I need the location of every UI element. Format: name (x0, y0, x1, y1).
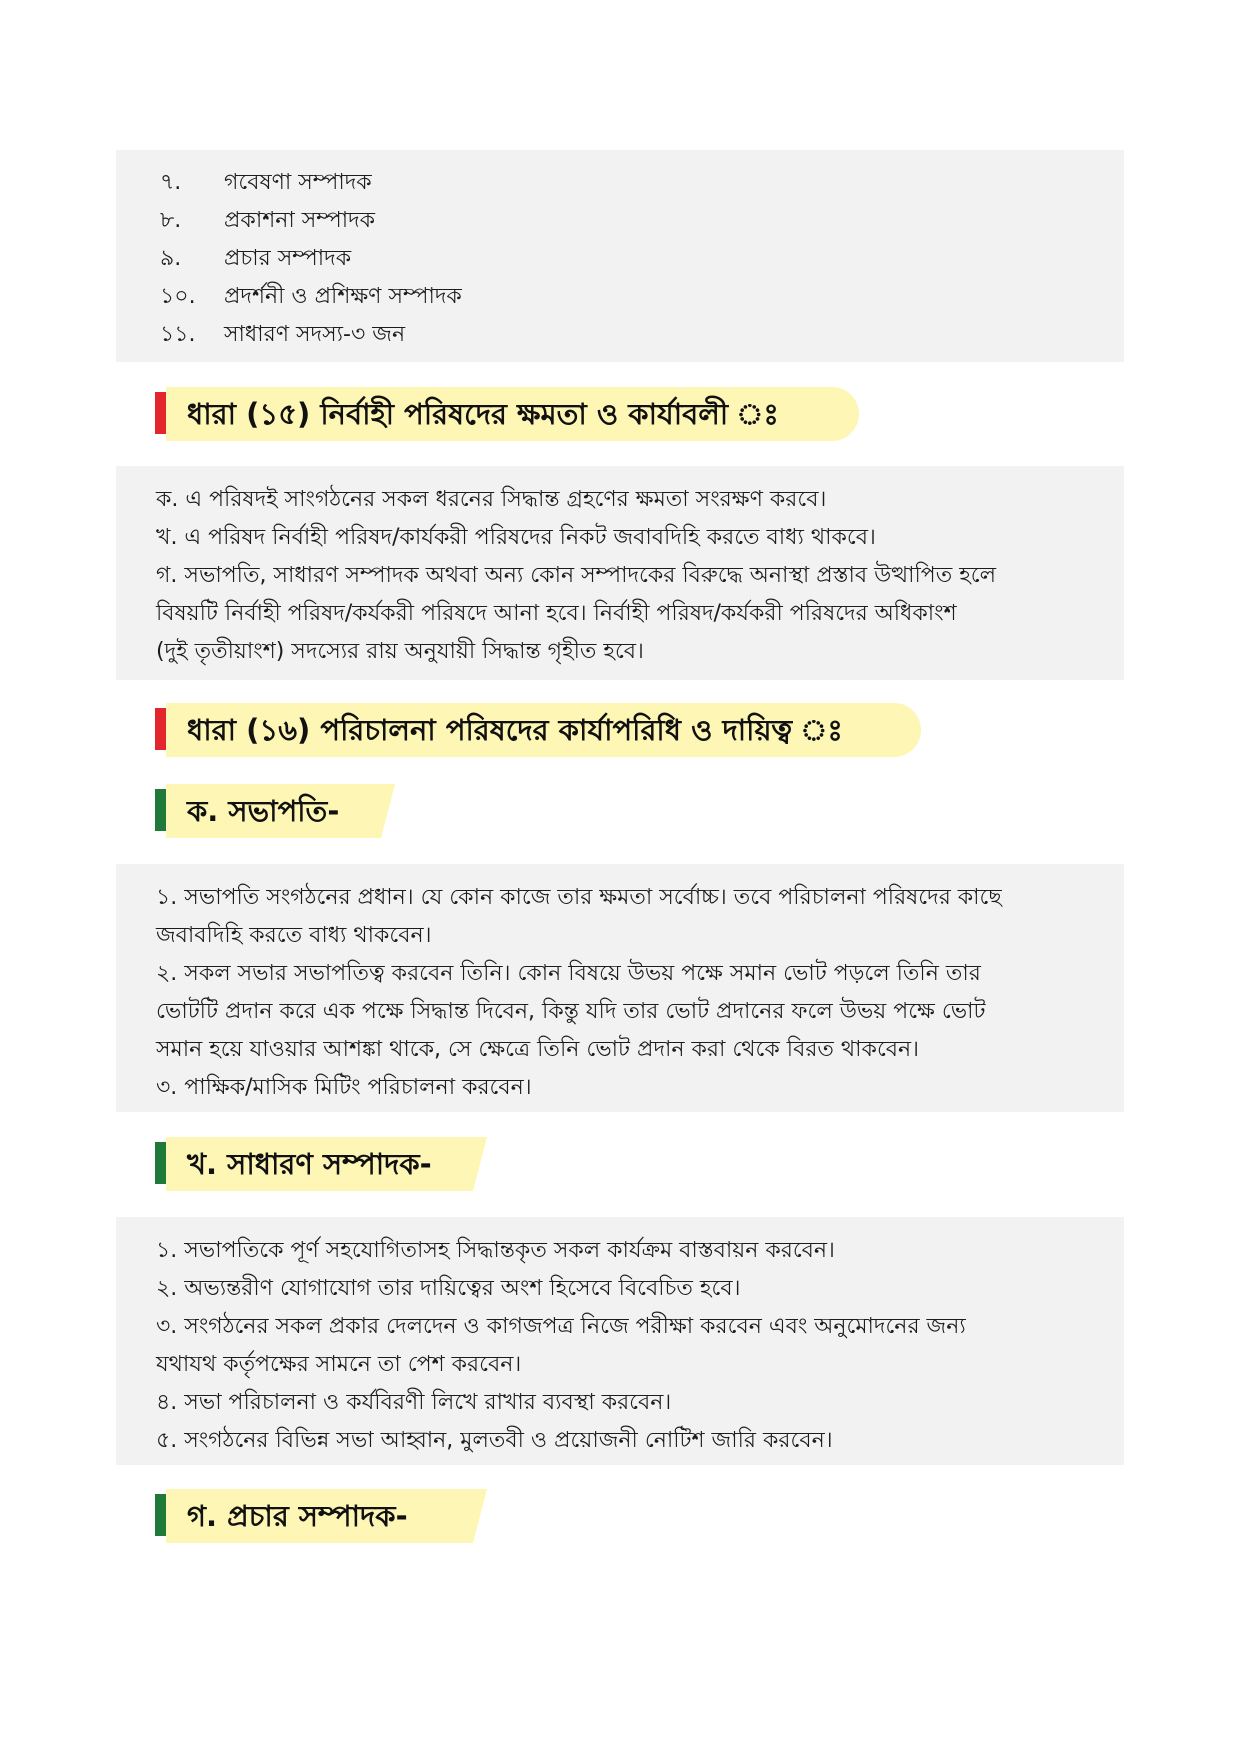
general-secretary-heading (155, 1137, 487, 1191)
list-item-text: সাধারণ সদস্য-৩ জন (224, 322, 406, 347)
paragraph-line: ভোটটি প্রদান করে এক পক্ষে সিদ্ধান্ত দিবেন, কিন্তু যদি তার ভোট প্রদানের ফলে উভয় পক্ষে ভোট (156, 999, 986, 1024)
list-item-number: ১১. (160, 322, 196, 347)
paragraph-line: ১. সভাপতিকে পূর্ণ সহযোগিতাসহ সিদ্ধান্তকৃত সকল কার্যক্রম বাস্তবায়ন করবেন। (156, 1238, 835, 1263)
heading-accent-bar (155, 1142, 166, 1184)
section-16-heading (155, 703, 921, 757)
section-15-heading (155, 387, 859, 441)
list-item (160, 278, 1124, 316)
list-item-text: প্রচার সম্পাদক (224, 246, 352, 271)
general-secretary-title: খ. সাধারণ সম্পাদক- (187, 1147, 432, 1181)
list-item-number: ৯. (160, 246, 182, 271)
paragraph-line: ৩. পাক্ষিক/মাসিক মিটিং পরিচালনা করবেন। (156, 1075, 532, 1100)
heading-accent-bar (155, 1494, 166, 1536)
list-item (160, 164, 1124, 202)
paragraph-line: জবাবদিহি করতে বাধ্য থাকবেন। (156, 923, 432, 948)
list-item-number: ১০. (160, 284, 196, 309)
list-item-number: ৭. (160, 170, 182, 195)
paragraph-line: সমান হয়ে যাওয়ার আশঙ্কা থাকে, সে ক্ষেত্রে তিনি ভোট প্রদান করা থেকে বিরত থাকবেন। (156, 1037, 920, 1062)
paragraph-line: খ. এ পরিষদ নির্বাহী পরিষদ/কার্যকরী পরিষদের নিকট জবাবদিহি করতে বাধ্য থাকবে। (156, 525, 876, 550)
section-16-title: ধারা (১৬) পরিচালনা পরিষদের কার্যাপরিধি ও দায়িত্ব ঃ (187, 713, 843, 747)
members-list-box (116, 150, 1124, 362)
paragraph-line: যথাযথ কর্তৃপক্ষের সামনে তা পেশ করবেন। (156, 1352, 522, 1377)
heading-accent-bar (155, 789, 166, 831)
president-title: ক. সভাপতি- (187, 794, 340, 828)
paragraph-line: (দুই তৃতীয়াংশ) সদস্যের রায় অনুযায়ী সিদ্ধান্ত গৃহীত হবে। (156, 639, 644, 664)
paragraph-line: ২. সকল সভার সভাপতিত্ব করবেন তিনি। কোন বিষয়ে উভয় পক্ষে সমান ভোট পড়লে তিনি তার (156, 961, 981, 986)
heading-accent-bar (155, 708, 166, 750)
publicity-secretary-heading (155, 1489, 487, 1543)
list-item-number: ৮. (160, 208, 182, 233)
president-duties-box (116, 864, 1124, 1112)
heading-accent-bar (155, 392, 166, 434)
list-item (160, 316, 1124, 354)
list-item-text: প্রকাশনা সম্পাদক (224, 208, 376, 233)
paragraph-line: বিষয়টি নির্বাহী পরিষদ/কর্যকরী পরিষদে আনা হবে। নির্বাহী পরিষদ/কর্যকরী পরিষদের অধিকাংশ (156, 601, 957, 626)
paragraph-line: ক. এ পরিষদই সাংগঠনের সকল ধরনের সিদ্ধান্ত গ্রহণের ক্ষমতা সংরক্ষণ করবে। (156, 487, 827, 512)
paragraph-line: ১. সভাপতি সংগঠনের প্রধান। যে কোন কাজে তার ক্ষমতা সর্বোচ্চ। তবে পরিচালনা পরিষদের কাছে (156, 885, 1002, 910)
president-heading (155, 784, 395, 838)
paragraph-line: ২. অভ্যন্তরীণ যোগাযোগ তার দায়িত্বের অংশ হিসেবে বিবেচিত হবে। (156, 1276, 741, 1301)
paragraph-line: ৪. সভা পরিচালনা ও কর্যবিরণী লিখে রাখার ব্যবস্থা করবেন। (156, 1390, 672, 1415)
list-item-text: প্রদর্শনী ও প্রশিক্ষণ সম্পাদক (224, 284, 462, 309)
publicity-secretary-title: গ. প্রচার সম্পাদক- (187, 1499, 408, 1533)
paragraph-line: ৫. সংগঠনের বিভিন্ন সভা আহ্বান, মুলতবী ও প্রয়োজনী নোটিশ জারি করবেন। (156, 1428, 833, 1453)
paragraph-line: ৩. সংগঠনের সকল প্রকার দেলদেন ও কাগজপত্র নিজে পরীক্ষা করবেন এবং অনুমোদনের জন্য (156, 1314, 966, 1339)
list-item (160, 202, 1124, 240)
general-secretary-duties-box (116, 1217, 1124, 1465)
section-15-box (116, 466, 1124, 680)
paragraph-line: গ. সভাপতি, সাধারণ সম্পাদক অথবা অন্য কোন সম্পাদকের বিরুদ্ধে অনাস্থা প্রস্তাব উত্থাপিত হলে (156, 563, 997, 588)
list-item-text: গবেষণা সম্পাদক (224, 170, 372, 195)
section-15-title: ধারা (১৫) নির্বাহী পরিষদের ক্ষমতা ও কার্যাবলী ঃ (187, 397, 779, 431)
list-item (160, 240, 1124, 278)
